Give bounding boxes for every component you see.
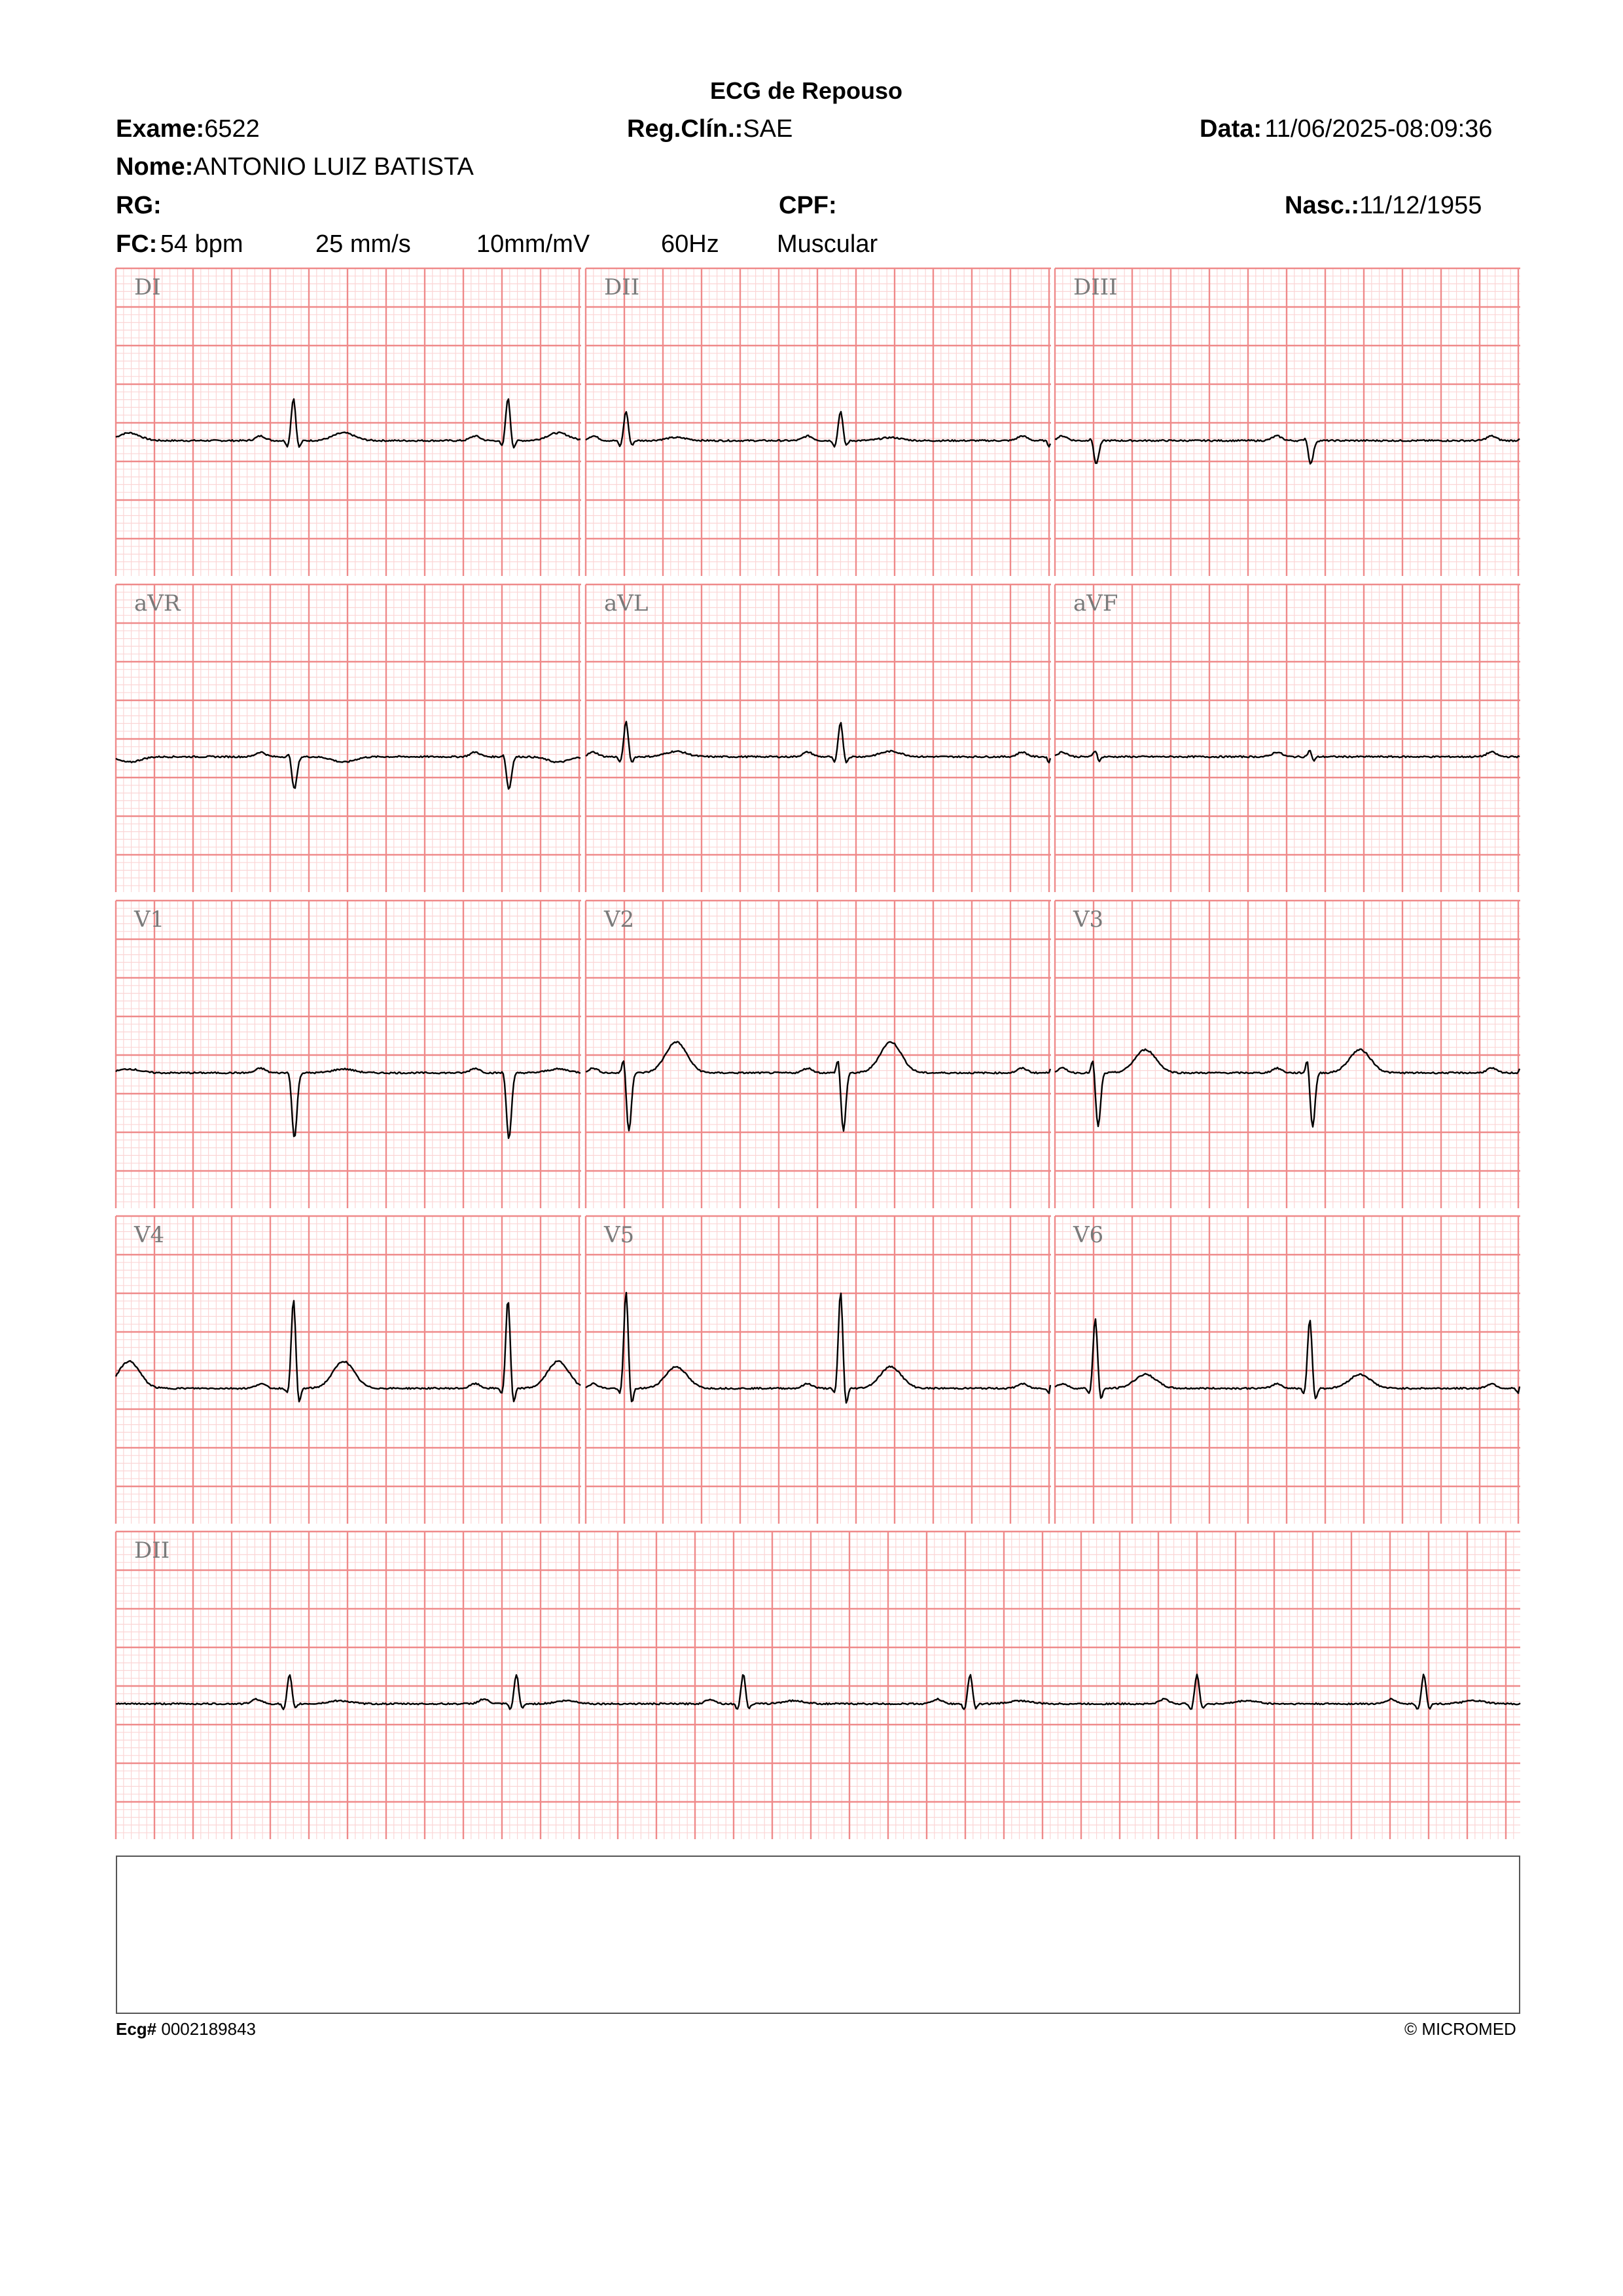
rg-label: RG: [116, 192, 162, 219]
exam-label: Exame: [116, 115, 205, 143]
lead-panel-v6 [1055, 1216, 1520, 1524]
lead-label-diii: DIII [1073, 274, 1118, 300]
birth-label: Nasc.: [1285, 192, 1360, 219]
ecg-number-value: 0002189843 [161, 2019, 256, 2039]
lead-label-di: DI [134, 274, 161, 300]
lead-panel-v1 [116, 901, 581, 1208]
ecg-number-label: Ecg# [116, 2019, 157, 2039]
lead-label-v6: V6 [1073, 1222, 1104, 1248]
lead-label-v1: V1 [134, 906, 165, 933]
filter-hz-value: 60Hz [661, 230, 719, 258]
gain-value: 10mm/mV [476, 230, 590, 258]
lead-panel-v2 [586, 901, 1051, 1208]
fc-label: FC: [116, 230, 158, 258]
date-value: 11/06/2025-08:09:36 [1264, 115, 1493, 143]
lead-label-v5: V5 [604, 1222, 635, 1248]
lead-label-v3: V3 [1073, 906, 1104, 933]
copyright: © MICROMED [1404, 2019, 1516, 2039]
speed-value: 25 mm/s [315, 230, 411, 258]
lead-panel-v3 [1055, 901, 1520, 1208]
date-label: Data: [1200, 115, 1262, 143]
lead-label-avf: aVF [1073, 590, 1118, 617]
name-value: ANTONIO LUIZ BATISTA [193, 153, 474, 181]
birth-value: 11/12/1955 [1359, 192, 1482, 219]
name-label: Nome: [116, 153, 194, 181]
lead-panel-avr [116, 584, 581, 892]
fc-value: 54 bpm [160, 230, 243, 258]
lead-panel-avf [1055, 584, 1520, 892]
cpf-label: CPF: [779, 192, 837, 219]
report-title: ECG de Repouso [710, 77, 903, 104]
filter-type-value: Muscular [777, 230, 878, 258]
regclin-value: SAE [743, 115, 793, 143]
lead-label-dii: DII [604, 274, 640, 300]
lead-panel-dii [586, 268, 1051, 576]
rhythm-strip-label: DII [134, 1537, 170, 1564]
lead-label-avr: aVR [134, 590, 181, 617]
lead-panel-diii [1055, 268, 1520, 576]
lead-label-v2: V2 [604, 906, 635, 933]
ecg-number [116, 2019, 256, 2039]
rhythm-strip-panel [116, 1532, 1520, 1839]
lead-label-avl: aVL [604, 590, 649, 617]
lead-panel-di [116, 268, 581, 576]
exam-value: 6522 [204, 115, 260, 143]
lead-panel-v5 [586, 1216, 1051, 1524]
lead-panel-avl [586, 584, 1051, 892]
notes-box [116, 1856, 1520, 2014]
regclin-label: Reg.Clín.: [627, 115, 743, 143]
lead-label-v4: V4 [134, 1222, 165, 1248]
